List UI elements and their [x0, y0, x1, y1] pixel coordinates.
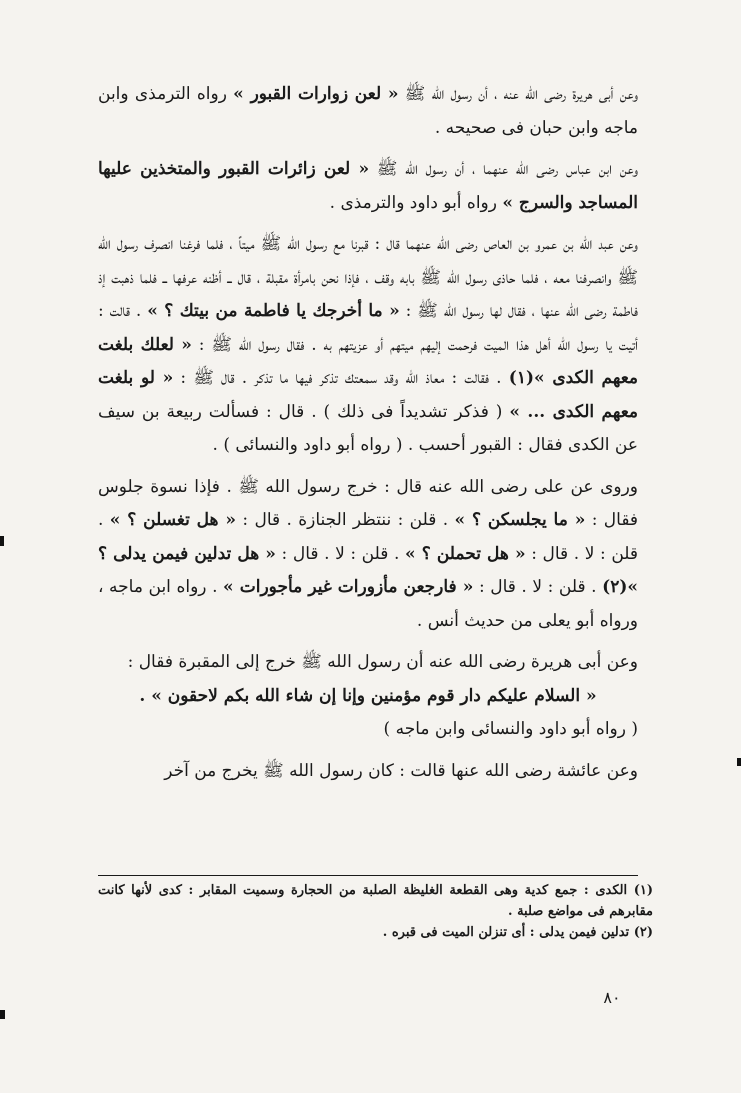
paragraph-2-source: رواه أبو داود والترمذى .: [329, 192, 497, 213]
paragraph-3-hadith-1: « ما أخرجك يا فاطمة من بيتك ؟ »: [147, 301, 400, 321]
paragraph-5-source: [98, 713, 638, 747]
footnote-1: (١) الكدى : جمع كدية وهى القطعة الغليظة الصلبة من الحجارة وسميت المقابر : كدى لأنها كانت مقابرهم فى مواضع صلبة .: [98, 883, 653, 919]
paragraph-2-hadith: « لعن زائرات القبور والمتخذين عليها المساجد والسرج »: [98, 159, 638, 213]
paragraph-1-source: رواه الترمذى وابن ماجه وابن حبان فى صحيحه .: [98, 84, 638, 138]
footnote-divider: [98, 875, 638, 876]
scan-edge-mark-3: [737, 758, 741, 766]
paragraph-4-hadith-3: « هل تحملن ؟ »: [404, 543, 526, 564]
paragraph-1-text: وعن أبى هريرة رضى الله عنه ، أن رسول الله ﷺ: [404, 84, 639, 104]
paragraph-1-hadith: « لعن زوارات القبور »: [233, 84, 399, 104]
salam-hadith: « السلام عليكم دار قوم مؤمنين وإنا إن شاء الله بكم لاحقون » .: [139, 685, 597, 706]
paragraph-5-hadith: [98, 680, 638, 714]
paragraph-5-text: وعن أبى هريرة رضى الله عنه أن رسول الله ﷺ خرج إلى المقبرة فقال :: [127, 652, 638, 672]
paragraph-4-hadith-1: « ما يجلسكن ؟ »: [454, 510, 586, 530]
paragraph-3-hadith-3: « لو بلغت معهم الكدى ... »: [98, 368, 639, 422]
paragraph-4-text-4: . قلن : لا . قال :: [281, 543, 400, 564]
paragraph-3: [98, 228, 638, 463]
paragraph-5-source-text: ( رواه أبو داود والنسائى وابن ماجه ): [383, 719, 638, 739]
paragraph-4-text-3: . قلن : لا . قال :: [98, 510, 639, 564]
footnote-2: (٢) تدلين فيمن يدلى : أى تنزلن الميت فى قبره .: [382, 925, 653, 940]
paragraph-4-hadith-2: « هل تغسلن ؟ »: [109, 510, 237, 530]
paragraph-6: [98, 755, 638, 789]
paragraph-3-text: وعن عبد الله بن عمرو بن العاص رضى الله عنهما قال : قبرنا مع رسول الله ﷺ ميتاً ، فلما فرغنا انصرف رسول الله ﷺ وانصرفنا معه ، فلما حاذى رسول الله ﷺ بابه وقف ، فإذا نحن بامرأة مقبلة ، قال ــ أظنه عرفها ــ فلما ذهبت إذ فاطمة رضى الله عنها ، فقال لها رسول الله ﷺ :: [98, 234, 639, 321]
main-text: [98, 78, 638, 788]
paragraph-4-hadith-4: « هل تدلين فيمن يدلى ؟ »(٢): [98, 543, 639, 597]
footnotes: [98, 880, 653, 943]
paragraph-2-text: وعن ابن عباس رضى الله عنهما ، أن رسول الله ﷺ: [376, 159, 639, 179]
paragraph-4-text-5: . قلن : لا . قال :: [478, 577, 597, 597]
paragraph-5: [98, 646, 638, 680]
scan-edge-mark-2: [0, 1010, 5, 1019]
scan-edge-mark-1: [0, 536, 4, 546]
paragraph-4-text-2: . قلن : ننتظر الجنازة . قال :: [242, 510, 449, 530]
paragraph-3-hadith-2: « لعلك بلغت معهم الكدى »(١): [98, 334, 639, 388]
paragraph-4-text: وروى عن على رضى الله عنه قال : خرج رسول الله ﷺ . فإذا نسوة جلوس فقال :: [98, 476, 639, 530]
paragraph-4-hadith-5: « فارجعن مأزورات غير مأجورات »: [223, 577, 474, 597]
paragraph-3-text-3: . فقالت : معاذ الله وقد سمعتك تذكر فيها ما تذكر . قال ﷺ :: [180, 368, 502, 388]
paragraph-6-text: وعن عائشة رضى الله عنها قالت : كان رسول الله ﷺ يخرج من آخر: [164, 760, 638, 781]
paragraph-3-text-2: . قالت : أتيت يا رسول الله أهل هذا الميت فرحمت إليهم ميتهم أو عزيتهم به . فقال رسول الله ﷺ :: [98, 301, 638, 355]
paragraph-2: [98, 153, 638, 220]
page-number: ٨٠: [603, 988, 621, 1007]
paragraph-3-source: ( فذكر تشديداً فى ذلك ) . قال : فسألت ربيعة بن سيف عن الكدى فقال : القبور أحسب . ( رواه أبو داود والنسائى ) .: [98, 401, 638, 455]
paragraph-4: [98, 471, 638, 639]
paragraph-1: [98, 78, 638, 145]
paragraph-4-source: . رواه ابن ماجه ، ورواه أبو يعلى من حديث أنس .: [98, 577, 638, 631]
